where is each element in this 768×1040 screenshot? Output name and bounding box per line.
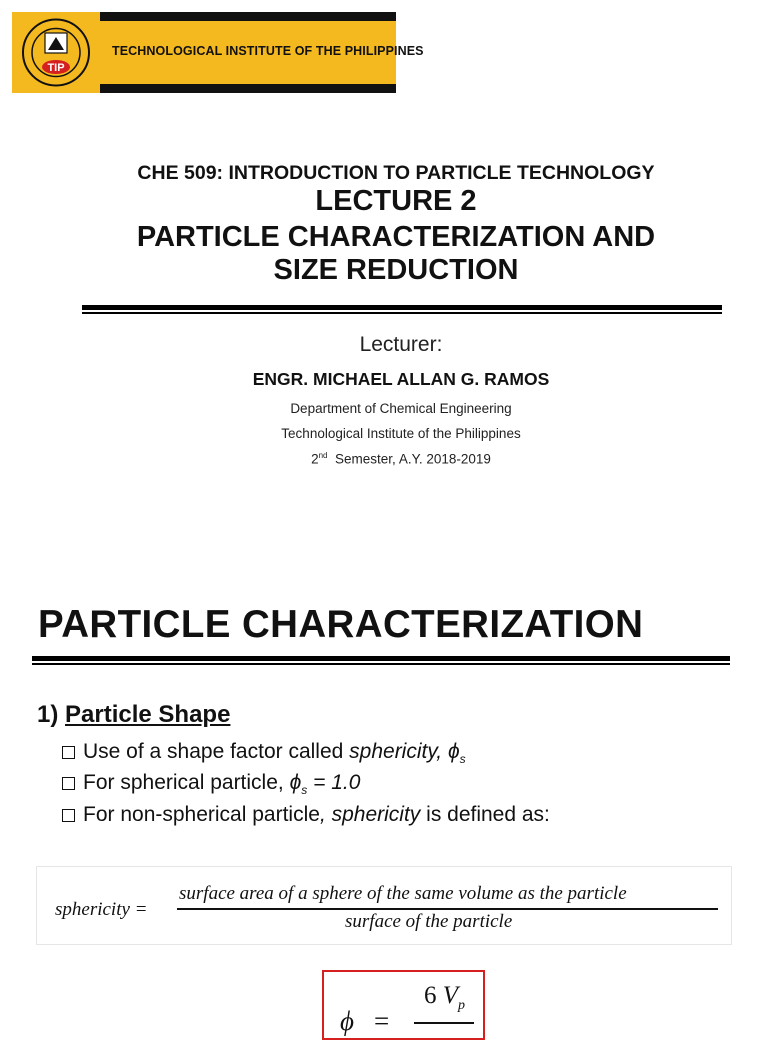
checkbox-bullet-icon [62,809,75,822]
sub-heading: 1) Particle Shape [37,701,231,728]
bullet-sphericity: Use of a shape factor called sphericity, $\phi_s$ [62,740,466,766]
header-banner [12,12,424,93]
equation-denominator: surface of the particle [345,911,513,932]
fraction-bar [177,908,718,910]
section-divider-thin [32,663,730,665]
sphericity-equation [36,866,732,945]
bullet-spherical: For spherical particle, $\phi_s = 1.0$ [62,771,360,797]
banner-top-band [100,12,396,21]
lecture-number: LECTURE 2 [315,185,477,217]
equation-lhs: sphericity = [55,899,148,920]
institution-line: Technological Institute of the Philippines [281,426,521,441]
section-divider-thick [32,656,730,661]
formula-numerator: 6 $V_p$ [424,982,466,1013]
bullet-non-spherical: For non-spherical particle, sphericity is defined as: [62,803,550,827]
checkbox-bullet-icon [62,777,75,790]
equation-numerator: surface area of a sphere of the same volume as the particle [179,883,627,904]
checkbox-bullet-icon [62,746,75,759]
lecture-title-line2: SIZE REDUCTION [273,254,519,286]
banner-bottom-band [100,84,396,93]
institution-name: TECHNOLOGICAL INSTITUTE OF THE PHILIPPINES [112,44,424,58]
formula-lhs: ϕ = [340,1006,390,1036]
course-title: CHE 509: INTRODUCTION TO PARTICLE TECHNOLOGY [137,162,655,184]
svg-text:TIP: TIP [47,62,65,74]
section-title: PARTICLE CHARACTERIZATION [38,603,644,646]
department: Department of Chemical Engineering [290,401,512,416]
tip-logo-icon [16,17,96,88]
sphericity-formula [322,970,485,1040]
title-divider-thick [82,305,722,310]
lecture-title-line1: PARTICLE CHARACTERIZATION AND [136,221,656,253]
semester-line: 2nd Semester, A.Y. 2018-2019 [311,451,491,467]
lecturer-name: ENGR. MICHAEL ALLAN G. RAMOS [252,369,550,389]
lecturer-label: Lecturer: [359,333,443,356]
title-divider-thin [82,312,722,314]
